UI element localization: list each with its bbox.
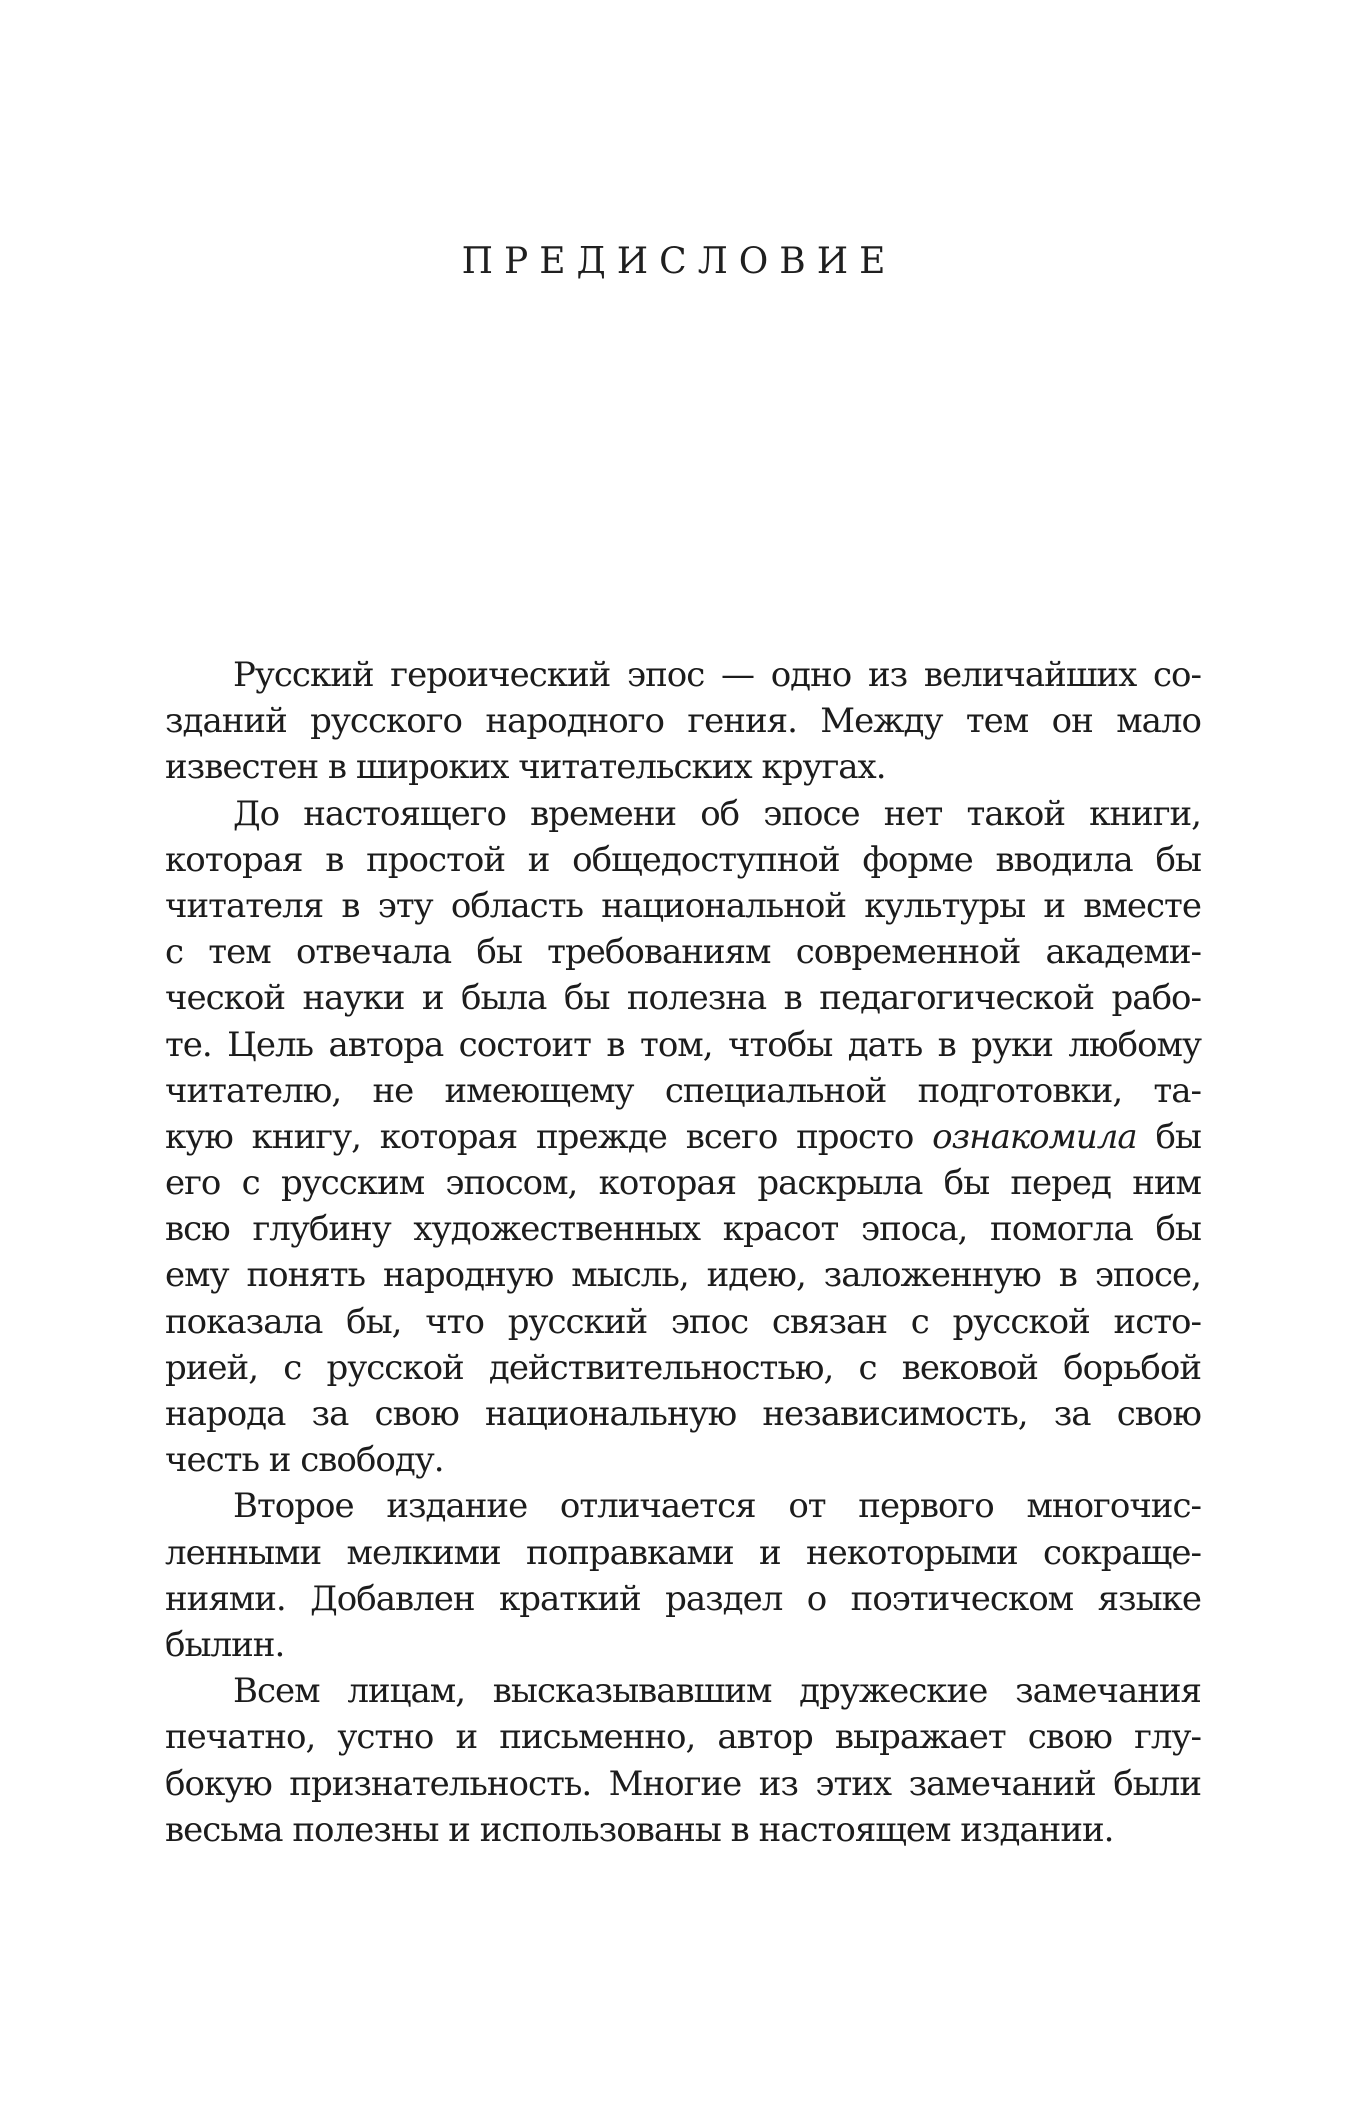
text-line: всю глубину художественных красот эпоса, помогла бы [165, 1209, 1201, 1250]
body-text [165, 652, 1201, 1853]
text-line: рией, с русской действительностью, с вековой борьбой [165, 1347, 1201, 1388]
text-line: былин. [165, 1624, 285, 1665]
text-line: народа за свою национальную независимость, за свою [165, 1394, 1201, 1434]
text-line: ниями. Добавлен краткий раздел о поэтическом языке [165, 1578, 1201, 1619]
page-title: ПРЕДИСЛОВИЕ [461, 241, 897, 282]
text-line: До настоящего времени об эпосе нет такой книги, [233, 793, 1201, 834]
text-run: кую книгу, которая прежде всего просто [165, 1116, 933, 1157]
text-line: читателя в эту область национальной культуры и вместе [165, 885, 1201, 926]
text-line: известен в широких читательских кругах. [165, 747, 886, 788]
text-line: читателю, не имеющему специальной подготовки, та- [165, 1070, 1201, 1111]
text-line: Второе издание отличается от первого многочис- [233, 1486, 1201, 1527]
text-line: Русский героический эпос — одно из величайших со- [233, 655, 1201, 695]
paragraph [165, 652, 1201, 791]
text-line: Всем лицам, высказывавшим дружеские замечания [233, 1671, 1201, 1712]
text-line: ему понять народную мысль, идею, заложенную в эпосе, [165, 1255, 1201, 1296]
text-line: ческой науки и была бы полезна в педагогической рабо- [165, 978, 1201, 1019]
text-line: зданий русского народного гения. Между тем он мало [165, 701, 1201, 742]
paragraph [165, 791, 1201, 1484]
paragraph [165, 1668, 1201, 1853]
text-line: показала бы, что русский эпос связан с русской исто- [165, 1301, 1201, 1342]
text-run: бы [1136, 1116, 1201, 1157]
text-line: те. Цель автора состоит в том, чтобы дать в руки любому [165, 1024, 1201, 1065]
text-line: ленными мелкими поправками и некоторыми сокраще- [165, 1532, 1201, 1573]
text-line: честь и свободу. [165, 1440, 444, 1481]
text-line: весьма полезны и использованы в настоящем издании. [165, 1809, 1114, 1850]
text-line [165, 1114, 1201, 1160]
paragraph [165, 1483, 1201, 1668]
text-line: печатно, устно и письменно, автор выражает свою глу- [165, 1717, 1201, 1758]
italic-emphasis: ознакомила [932, 1116, 1137, 1157]
text-line: бокую признательность. Многие из этих замечаний были [165, 1763, 1201, 1804]
text-line: его с русским эпосом, которая раскрыла бы перед ним [165, 1163, 1201, 1204]
text-line: которая в простой и общедоступной форме вводила бы [165, 839, 1201, 880]
text-line: с тем отвечала бы требованиям современной академи- [165, 932, 1201, 973]
